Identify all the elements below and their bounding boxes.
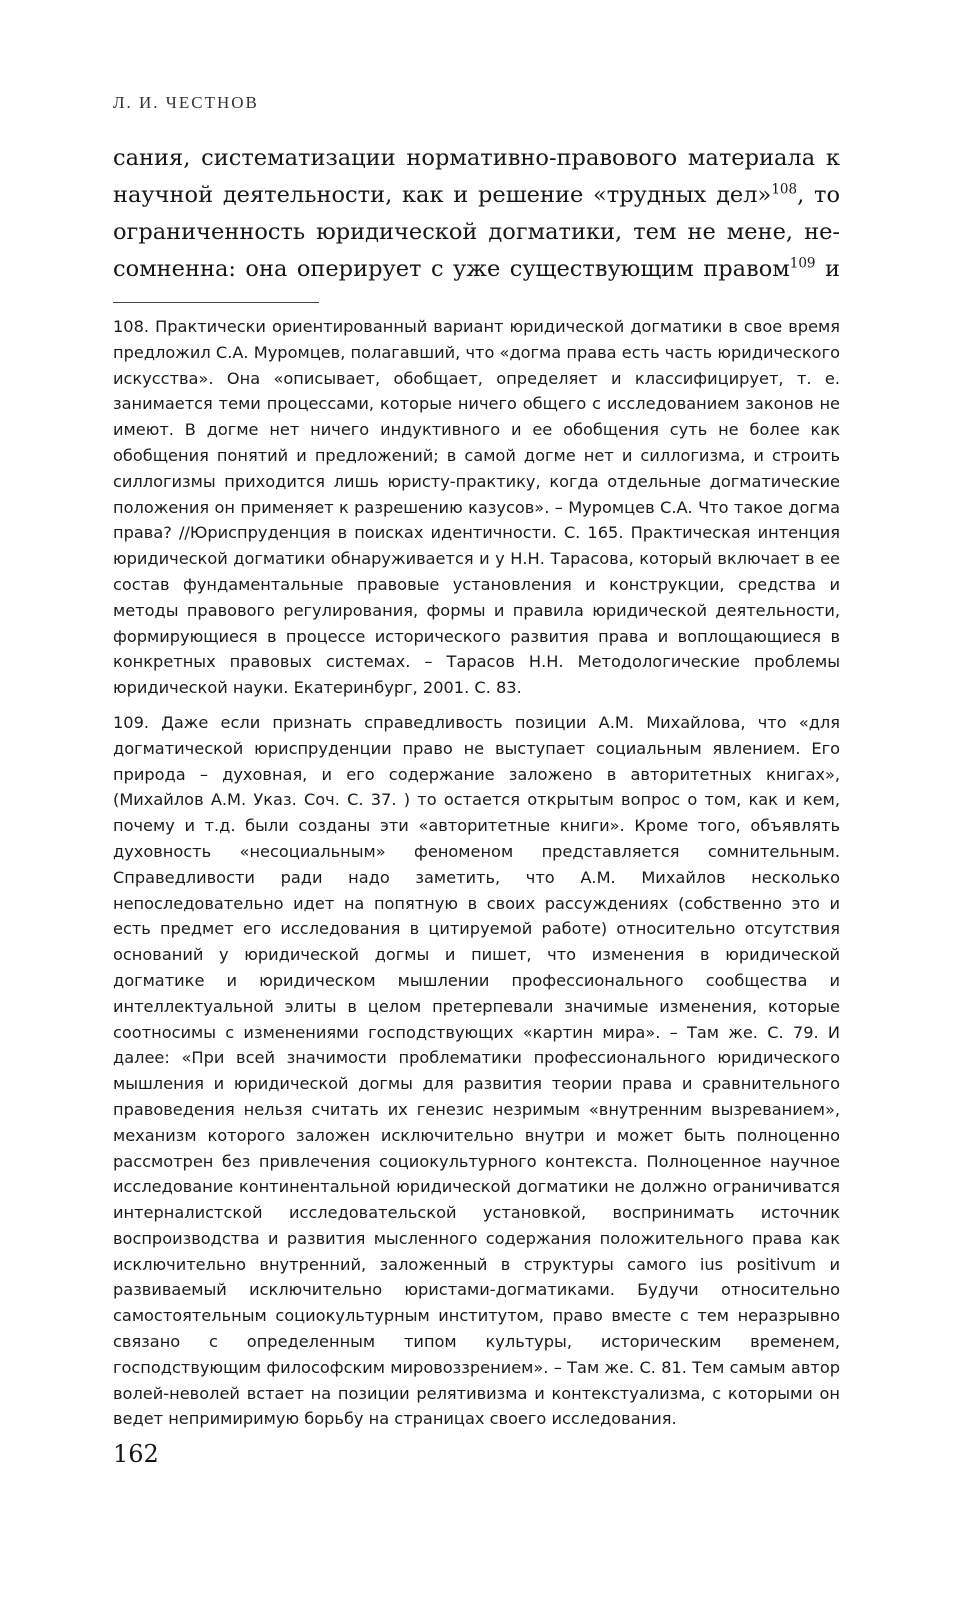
body-line: ограниченность юридической догматики, тем не мене, не- [113,219,840,245]
footnote-109: 109. Даже если признать справедливость позиции А.М. Михайлова, что «для догматической юриспруденции право не выступает социальным явлением. Его природа – духовная, и его содержание заложено в авторитетных книгах», (Михайлов А.М. Указ. Соч. С. 37. ) то остается открытым вопрос о том, как и кем, почему и т.д. были созданы эти «авторитетные книги». Кроме того, объявлять духовность «несоциальным» феноменом представляется сомнительным. Справедливости ради надо заметить, что А.М. Михайлов несколько непоследовательно идет на попятную в своих рассуждениях (собственно это и есть предмет его исследования в цитируемой работе) относительно отсутствия оснований у юридической догмы и пишет, что изменения в юридической догматике и юридическом мышлении профессионального сообщества и интеллектуальной элиты в целом претерпевали значимые изменения, которые соотносимы с изменениями господствующих «картин мира». – Там же. С. 79. И далее: «При всей значимости проблематики профессионального юридического мышления и юридической догмы для развития теории права и сравнительного правоведения нельзя считать их генезис незримым «внутренним вызреванием», механизм которого заложен исключительно внутри и может быть полноценно рассмотрен без привлечения социокультурного контекста. Полноценное научное исследование континентальной юридической догматики не должно ограничиватся интерналистской исследовательской установкой, воспринимать источник воспроизводства и развития мысленного содержания положительного права как исключительно внутренний, заложенный в структуры самого ius positivum и развиваемый исключительно юристами-догматиками. Будучи относительно самостоятельным социокультурным институтом, право вместе с тем неразрывно связано с определенным типом культуры, историческим временем, господствующим философским мировоззрением». – Там же. С. 81. Тем самым автор волей-неволей встает на позиции релятивизма и контекстуализма, с которыми он ведет непримиримую борьбу на страницах своего исследования. [113,712,840,1429]
page-number: 162 [113,1440,159,1468]
body-text-segment: научной деятельности, как и решение «трудных дел» [113,182,772,208]
footnote-ref-109: 109 [789,255,816,272]
footnotes [113,314,840,1441]
footnote-divider [113,302,319,303]
body-text [113,140,840,288]
running-head: Л. И. ЧЕСТНОВ [113,93,259,112]
body-text-segment: сомненна: она оперирует с уже существующим правом [113,256,790,282]
body-text-segment: , то [797,182,840,208]
body-line [113,177,840,214]
body-text-segment: и [815,256,840,282]
body-line [113,251,840,288]
footnote-108: 108. Практически ориентированный вариант юридической догматики в свое время предложил С.А. Муромцев, полагавший, что «догма права есть часть юридического искусства». Она «описывает, обобщает, определяет и классифицирует, т. е. занимается теми процессами, которые ничего общего с исследованием законов не имеют. В догме нет ничего индуктивного и ее обобщения суть не более как обобщения понятий и предложений; в самой догме нет и силлогизма, и строить силлогизмы приходится лишь юристу-практику, когда отдельные догматические положения он применяет к разрешению казусов». – Муромцев С.А. Что такое догма права? //Юриспруденция в поисках идентичности. С. 165. Практическая интенция юридической догматики обнаруживается и у Н.Н. Тарасова, который включает в ее состав фундаментальные правовые установления и конструкции, средства и методы правового регулирования, формы и правила юридической деятельности, формирующиеся в процессе исторического развития права и воплощающиеся в конкретных правовых системах. – Тарасов Н.Н. Методологические проблемы юридической науки. Екатеринбург, 2001. С. 83. [113,317,840,698]
body-line: сания, систематизации нормативно-правового материала к [113,145,840,171]
footnote-ref-108: 108 [771,181,798,198]
